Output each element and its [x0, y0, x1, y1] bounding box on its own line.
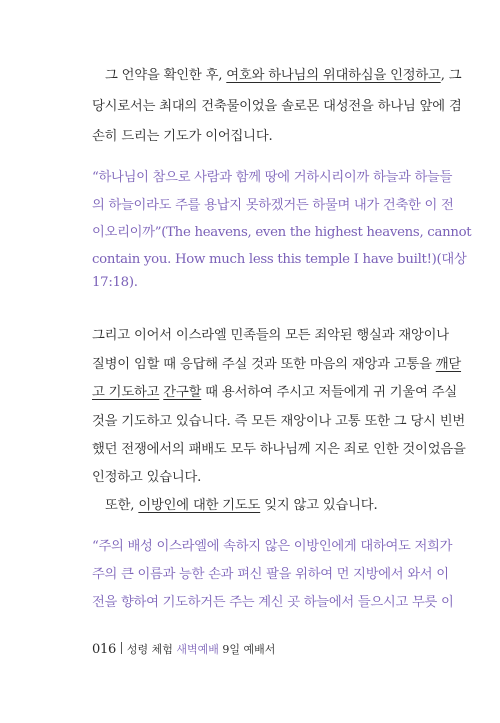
underlined-phrase: 이방인에 대한 기도도: [138, 498, 261, 513]
paragraph-1-line-2: 당시로서는 최대의 건축물이었을 솔로몬 대성전을 하나님 앞에 겸: [92, 99, 462, 114]
book-title-part: 9일 예배서: [218, 643, 276, 656]
underlined-phrase: 고 기도하고: [92, 385, 160, 400]
text-span: 또한,: [105, 498, 139, 513]
paragraph-2-line-3: [92, 381, 458, 400]
page-number: 016: [92, 642, 116, 657]
underlined-phrase: 여호와 하나님의 위대하심을 인정하고: [226, 68, 441, 83]
paragraph-2-line-7: [105, 494, 427, 513]
quote-2-line-1: “주의 배성 이스라엘에 속하지 않은 이방인에게 대하여도 저희가: [92, 539, 453, 554]
text-span: , 그: [440, 68, 462, 83]
quote-1-line-2: 의 하늘이라도 주를 용납지 못하겠거든 하물며 내가 건축한 이 전: [92, 198, 454, 213]
paragraph-2-line-1: 그리고 이어서 이스라엘 민족들의 모든 죄악된 행실과 재앙이나: [92, 328, 449, 343]
quote-1-line-1: “하나님이 참으로 사람과 함께 땅에 거하시리이까 하늘과 하늘들: [92, 170, 453, 185]
text-span: 그 언약을 확인한 후,: [105, 68, 227, 83]
quote-1-line-5: 17:18).: [92, 275, 138, 290]
book-title-part: 성령 체험: [126, 643, 177, 656]
text-span: 때 용서하여 주시고 저들에게 귀 기울여 주실: [201, 385, 458, 400]
paragraph-1-line-3: 손히 드리는 기도가 이어집니다.: [92, 129, 273, 144]
paragraph-2-line-6: 인정하고 있습니다.: [92, 470, 202, 485]
quote-2-line-2: 주의 큰 이름과 능한 손과 펴신 팔을 위하여 먼 지방에서 와서 이: [92, 567, 449, 582]
paragraph-2-line-4: 것을 기도하고 있습니다. 즉 모든 재앙이나 고통 또한 그 당시 빈번: [92, 414, 466, 429]
paragraph-2-line-2: [92, 353, 462, 372]
underlined-phrase: 깨닫: [435, 357, 462, 372]
text-span: 질병이 임할 때 응답해 주실 것과 또한 마음의 재앙과 고통을: [92, 357, 436, 372]
footer-divider: [121, 642, 122, 654]
paragraph-2-line-5: 했던 전쟁에서의 패배도 모두 하나님께 지은 죄로 인한 것이었음을: [92, 442, 466, 457]
underlined-phrase: 간구할: [163, 385, 202, 400]
paragraph-1-line-1: [105, 64, 462, 83]
quote-1-line-3: 이오리이까”(The heavens, even the highest heavens, cannot: [92, 225, 472, 240]
quote-2-line-3: 전을 향하여 기도하거든 주는 계신 곳 하늘에서 들으시고 무릇 이: [92, 595, 454, 610]
text-span: 잊지 않고 있습니다.: [260, 498, 378, 513]
quote-1-line-4: contain you. How much less this temple I have built!)(대상: [92, 252, 467, 267]
book-title-accent: 새벽예배: [176, 643, 219, 656]
page-footer: [92, 641, 275, 657]
